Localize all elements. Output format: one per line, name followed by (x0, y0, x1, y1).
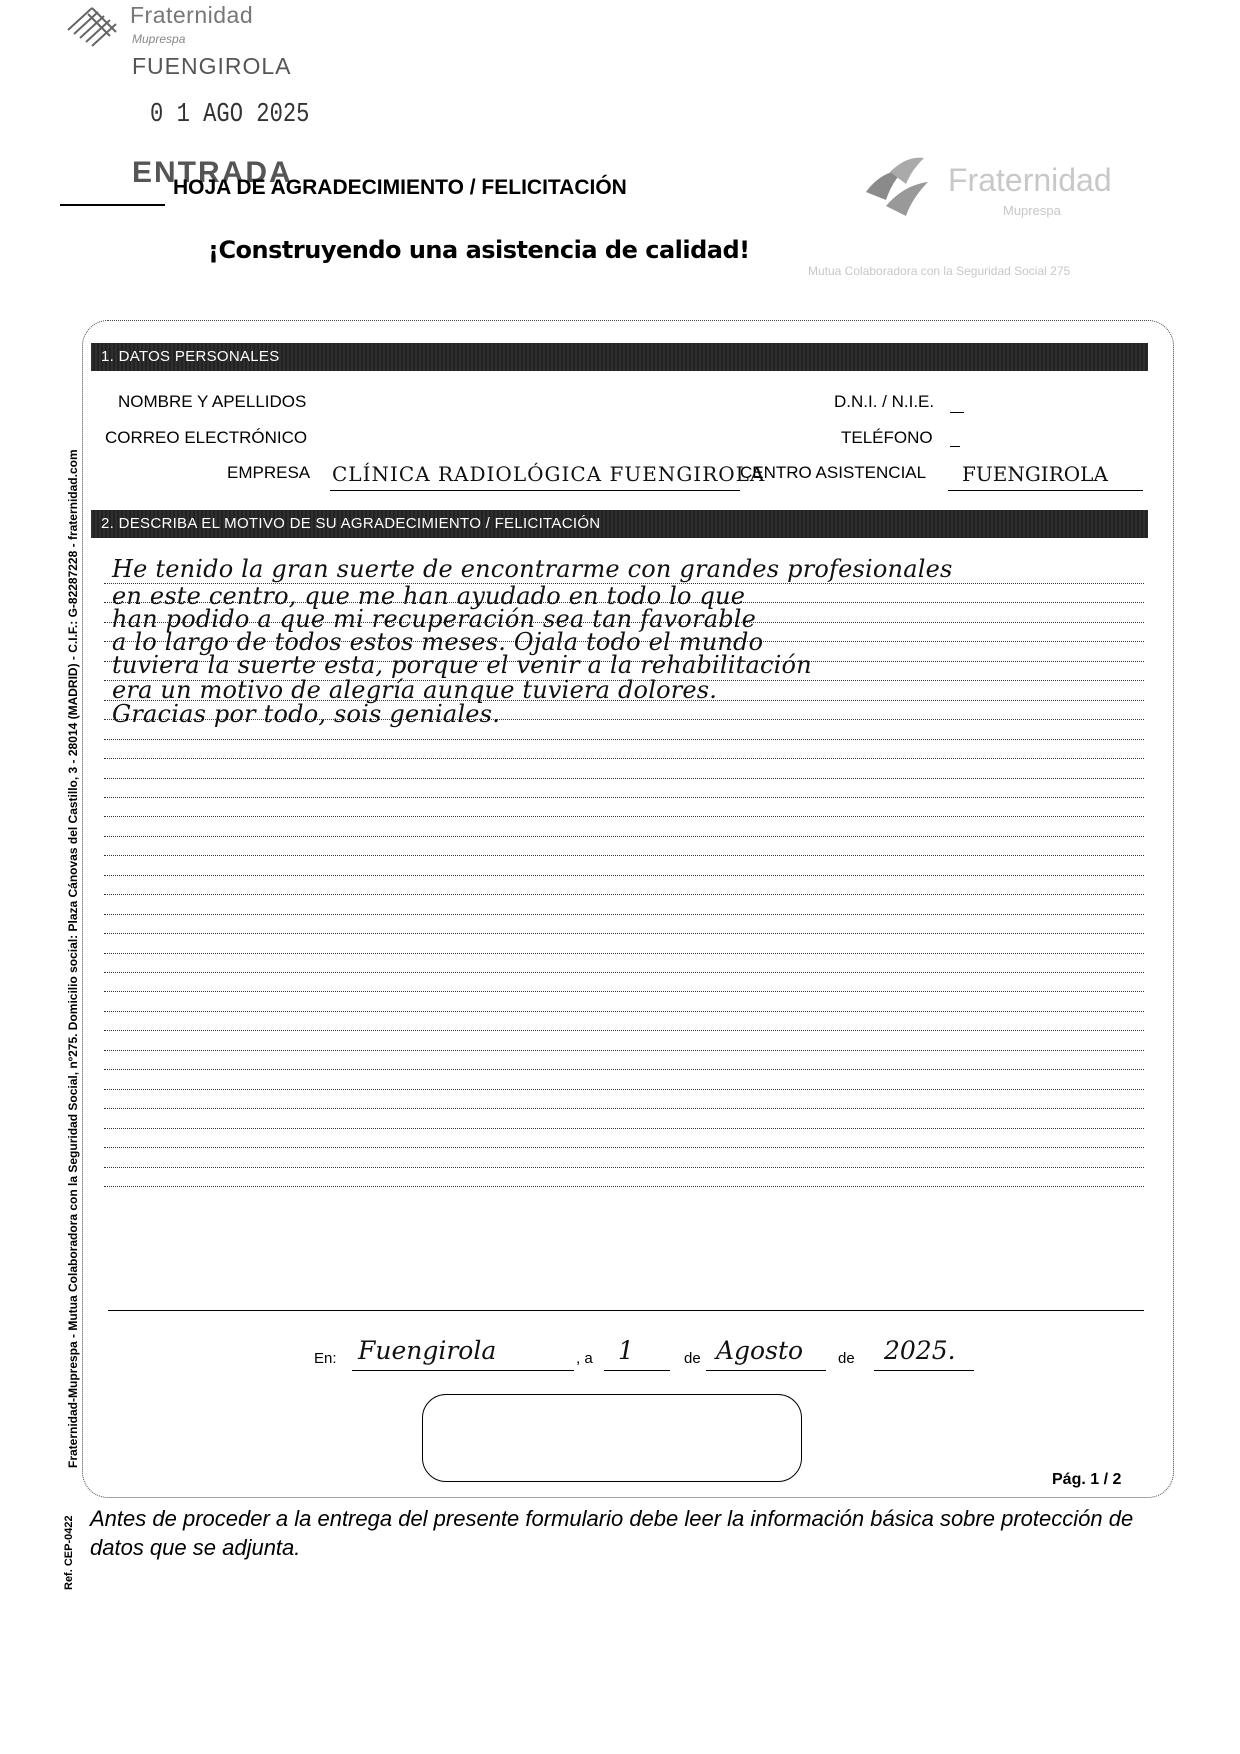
ruled-line (104, 797, 1144, 798)
ruled-line (104, 1050, 1144, 1051)
ruled-line (104, 758, 1144, 759)
section-1-header (91, 343, 1148, 371)
ruled-line (104, 894, 1144, 895)
ruled-line (104, 933, 1144, 934)
section-2-bottom-line (108, 1310, 1144, 1311)
month-line (706, 1370, 826, 1371)
ruled-line (104, 953, 1144, 954)
stamp-brand: Fraternidad (130, 2, 254, 28)
stamp-date: 0 1 AGO 2025 (150, 100, 310, 130)
place-line (352, 1370, 574, 1371)
center-value[interactable]: FUENGIROLA (962, 462, 1108, 486)
stamp-city: FUENGIROLA (132, 53, 292, 79)
message-line: era un motivo de alegría aunque tuviera dolores. (112, 676, 718, 704)
ruled-line (104, 855, 1144, 856)
dni-label: D.N.I. / N.I.E. (834, 392, 935, 411)
stamp-logo-icon (62, 0, 134, 52)
message-line: en este centro, que me han ayudado en todo lo que (112, 582, 746, 610)
ruled-line (104, 816, 1144, 817)
brand-logo-icon (846, 148, 956, 228)
ruled-line (104, 1167, 1144, 1168)
message-line: han podido a que mi recuperación sea tan favorable (112, 605, 757, 633)
page-subtitle: ¡Construyendo una asistencia de calidad! (208, 236, 750, 264)
de-label-1: de (684, 1350, 701, 1367)
page-title: HOJA DE AGRADECIMIENTO / FELICITACIÓN (173, 176, 627, 199)
brand-caption: Mutua Colaboradora con la Seguridad Social 275 (808, 264, 1071, 278)
ruled-line (104, 836, 1144, 837)
de-label-2: de (838, 1350, 855, 1367)
ruled-line (104, 972, 1144, 973)
day-line (604, 1370, 670, 1371)
ruled-line (104, 991, 1144, 992)
ruled-line (104, 778, 1144, 779)
page-number: Pág. 1 / 2 (1052, 1471, 1122, 1488)
side-legal-text: Fraternidad-Muprespa - Mutua Colaboradora con la Seguridad Social, nº275. Domicilio social: Plaza Cánovas del Castillo, 3 - 28014 (MADRID) - C.I.F.: G-82287228 - fraternidad.com (66, 449, 80, 1468)
section-2-header (91, 510, 1148, 538)
name-label: NOMBRE Y APELLIDOS (118, 392, 307, 411)
stamp-entrada: ENTRADA (132, 156, 293, 189)
message-line: He tenido la gran suerte de encontrarme con grandes profesionales (112, 555, 953, 583)
form-frame (82, 320, 1174, 1498)
day-value[interactable]: 1 (618, 1336, 634, 1365)
year-value[interactable]: 2025. (884, 1336, 956, 1365)
message-line: Gracias por todo, sois geniales. (112, 700, 501, 728)
ruled-line (104, 875, 1144, 876)
section-2-heading: 2. DESCRIBA EL MOTIVO DE SU AGRADECIMIENTO / FELICITACIÓN (101, 515, 601, 532)
ruled-line (104, 1011, 1144, 1012)
ruled-line (104, 1089, 1144, 1090)
ruled-line (104, 739, 1144, 740)
a-label: , a (576, 1350, 593, 1367)
stamp-sub: Muprespa (132, 32, 186, 46)
company-field-line (330, 490, 740, 491)
signature-box[interactable] (422, 1394, 802, 1482)
ruled-line (104, 914, 1144, 915)
phone-label: TELÉFONO (841, 428, 933, 447)
dni-field[interactable] (950, 412, 964, 413)
ruled-line (104, 1147, 1144, 1148)
email-label: CORREO ELECTRÓNICO (105, 428, 308, 447)
company-label: EMPRESA (227, 463, 311, 482)
data-protection-notice: Antes de proceder a la entrega del presente formulario debe leer la información básica sobre protección de datos que se adjunta. (90, 1506, 1134, 1560)
title-underline (60, 204, 165, 206)
ruled-line (104, 1128, 1144, 1129)
year-line (874, 1370, 974, 1371)
center-field-line (948, 490, 1143, 491)
ruled-line (104, 1030, 1144, 1031)
ruled-line (104, 1108, 1144, 1109)
place-value[interactable]: Fuengirola (358, 1336, 497, 1365)
phone-field[interactable] (950, 446, 960, 447)
en-label: En: (314, 1350, 337, 1367)
reference-code: Ref. CEP-0422 (63, 1515, 75, 1590)
brand-sub: Muprespa (1003, 203, 1061, 218)
message-line: a lo largo de todos estos meses. Ojala todo el mundo (112, 628, 764, 656)
message-line: tuviera la suerte esta, porque el venir a la rehabilitación (112, 651, 812, 679)
company-value[interactable]: CLÍNICA RADIOLÓGICA FUENGIROLA (332, 462, 766, 486)
brand-name: Fraternidad (948, 162, 1112, 198)
center-label: CENTRO ASISTENCIAL (740, 463, 927, 482)
ruled-line (104, 1186, 1144, 1187)
ruled-line (104, 1069, 1144, 1070)
month-value[interactable]: Agosto (716, 1336, 804, 1365)
section-1-heading: 1. DATOS PERSONALES (101, 348, 280, 365)
